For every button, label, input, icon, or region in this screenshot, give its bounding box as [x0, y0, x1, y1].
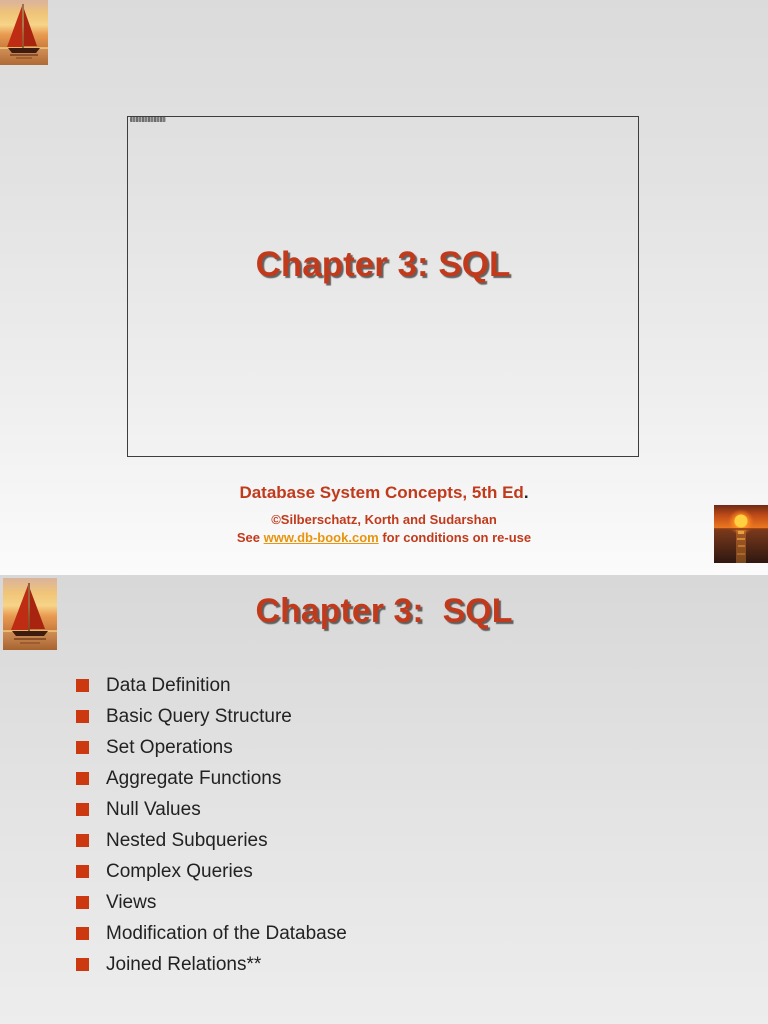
- sailboat-photo-icon: [0, 0, 48, 65]
- license-prefix: See: [236, 530, 264, 545]
- bullet-square-icon: [76, 896, 89, 909]
- list-item-label: Joined Relations**: [106, 953, 262, 975]
- book-title-line: [0, 483, 768, 503]
- bullet-square-icon: [76, 710, 89, 723]
- list-item: [76, 732, 768, 763]
- list-item: [76, 794, 768, 825]
- book-title-period: .: [523, 483, 529, 502]
- db-book-link[interactable]: www.db-book.com: [263, 530, 379, 545]
- list-item-label: Null Values: [106, 798, 201, 820]
- bullet-square-icon: [76, 772, 89, 785]
- bullet-square-icon: [76, 927, 89, 940]
- list-item-label: Modification of the Database: [106, 922, 347, 944]
- list-item: [76, 918, 768, 949]
- bullet-square-icon: [76, 865, 89, 878]
- list-item-label: Complex Queries: [106, 860, 253, 882]
- license-line: [0, 530, 768, 545]
- outline-slide: [0, 575, 768, 1024]
- bullet-square-icon: [76, 834, 89, 847]
- list-item: [76, 856, 768, 887]
- list-item: [76, 670, 768, 701]
- bullet-square-icon: [76, 741, 89, 754]
- list-item: [76, 701, 768, 732]
- list-item-label: Nested Subqueries: [106, 829, 268, 851]
- outline-list: [0, 670, 768, 980]
- title-frame: [127, 116, 639, 457]
- slide1-title: Chapter 3: SQL: [255, 245, 511, 284]
- license-suffix: for conditions on re-use: [378, 530, 532, 545]
- slide2-title: Chapter 3: SQL: [255, 592, 513, 630]
- list-item-label: Views: [106, 891, 157, 913]
- bullet-square-icon: [76, 679, 89, 692]
- bullet-square-icon: [76, 958, 89, 971]
- list-item-label: Data Definition: [106, 674, 231, 696]
- list-item: [76, 763, 768, 794]
- authors-line: ©Silberschatz, Korth and Sudarshan: [271, 512, 497, 527]
- list-item: [76, 949, 768, 980]
- list-item-label: Aggregate Functions: [106, 767, 282, 789]
- list-item-label: Set Operations: [106, 736, 233, 758]
- book-title: Database System Concepts, 5th Ed: [239, 483, 524, 502]
- tiny-corner-text: [130, 117, 166, 122]
- sunset-photo-icon: [714, 505, 768, 563]
- list-item: [76, 825, 768, 856]
- list-item: [76, 887, 768, 918]
- list-item-label: Basic Query Structure: [106, 705, 292, 727]
- bullet-square-icon: [76, 803, 89, 816]
